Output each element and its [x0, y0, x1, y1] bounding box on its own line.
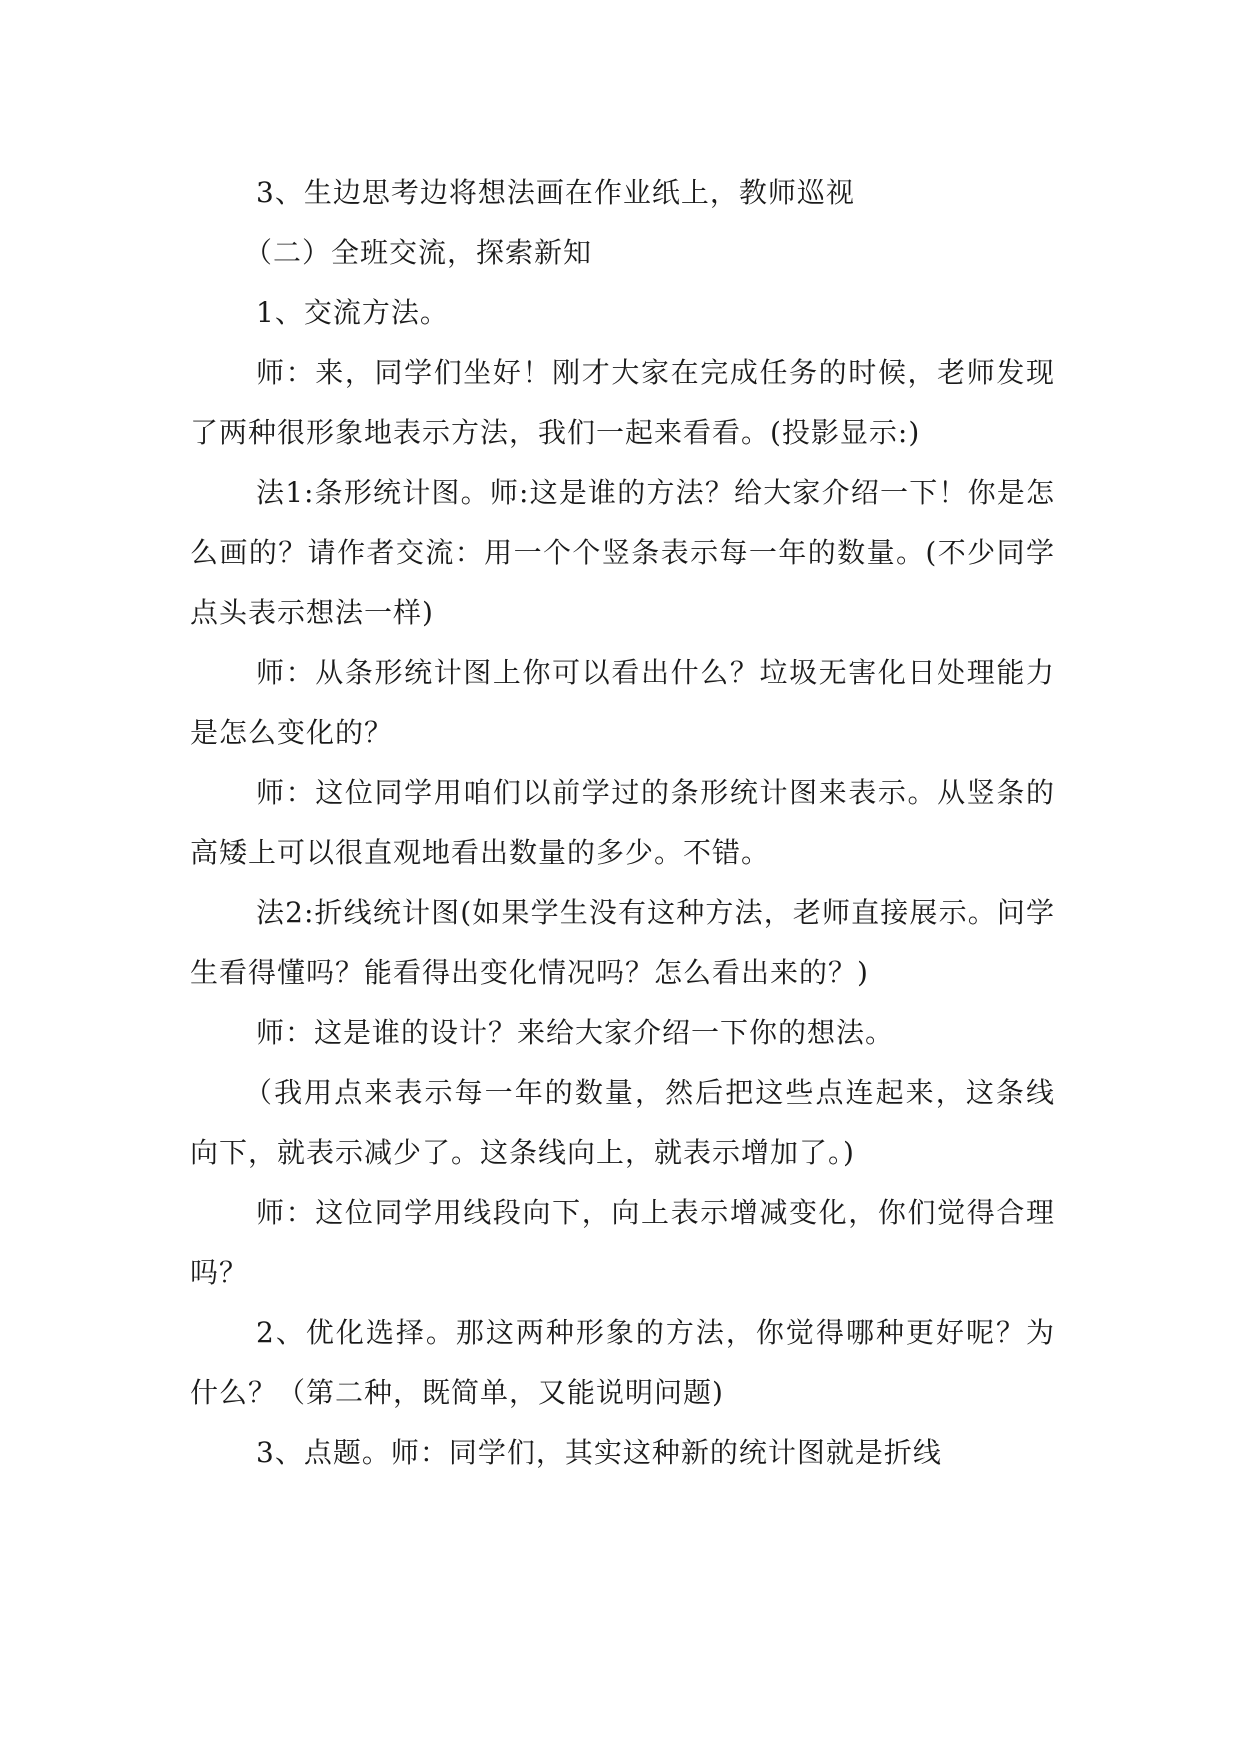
paragraph-teacher-intro: 师：来，同学们坐好！刚才大家在完成任务的时候，老师发现了两种很形象地表示方法，我们一起来看看。(投影显示:) [190, 356, 1055, 449]
paragraph-exchange-methods: 1、交流方法。 [256, 296, 449, 329]
paragraph-student-explanation: （我用点来表示每一年的数量，然后把这些点连起来，这条线向下，就表示减少了。这条线向上，就表示增加了。) [190, 1076, 1055, 1169]
paragraph-method-2-line-chart: 法2:折线统计图(如果学生没有这种方法，老师直接展示。问学生看得懂吗？能看得出变化情况吗？怎么看出来的？) [190, 896, 1055, 989]
paragraph-teacher-comment-bar: 师：这位同学用咱们以前学过的条形统计图来表示。从竖条的高矮上可以很直观地看出数量的多少。不错。 [190, 776, 1055, 869]
paragraph-teacher-question-design: 师：这是谁的设计？来给大家介绍一下你的想法。 [256, 1016, 895, 1049]
paragraph-topic-intro: 3、点题。师：同学们，其实这种新的统计图就是折线 [256, 1436, 942, 1469]
paragraph-teacher-question-line: 师：这位同学用线段向下，向上表示增减变化，你们觉得合理吗？ [190, 1196, 1055, 1289]
section-heading-class-exchange: （二）全班交流，探索新知 [244, 236, 593, 269]
paragraph-step-3-draw: 3、生边思考边将想法画在作业纸上，教师巡视 [256, 176, 855, 209]
document-body [190, 163, 1055, 1483]
paragraph-method-1-bar-chart: 法1:条形统计图。师:这是谁的方法？给大家介绍一下！你是怎么画的？请作者交流：用一个个竖条表示每一年的数量。(不少同学点头表示想法一样) [190, 476, 1055, 629]
paragraph-optimize-choice: 2、优化选择。那这两种形象的方法，你觉得哪种更好呢？为什么？（第二种，既简单，又能说明问题) [190, 1316, 1055, 1409]
paragraph-teacher-question-bar: 师：从条形统计图上你可以看出什么？垃圾无害化日处理能力是怎么变化的？ [190, 656, 1055, 749]
